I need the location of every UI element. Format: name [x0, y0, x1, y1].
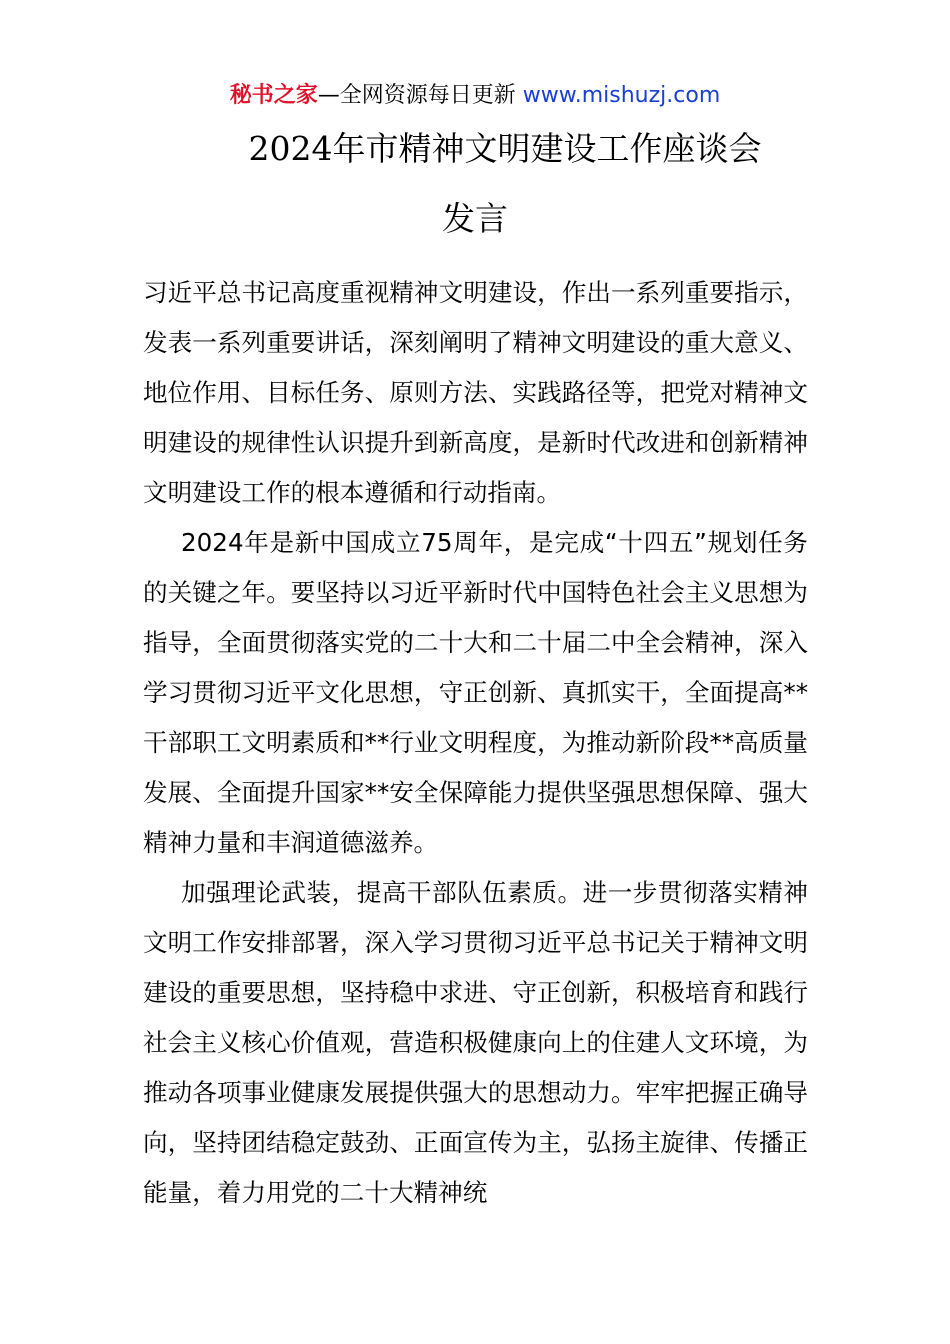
- site-url-link[interactable]: www.mishuzj.com: [522, 83, 721, 108]
- document-title: [0, 127, 950, 171]
- document-title-line2: 发言: [442, 199, 508, 238]
- paragraph-2: 2024年是新中国成立75周年，是完成“十四五”规划任务的关键之年。要坚持以习近平新时代中国特色社会主义思想为指导，全面贯彻落实党的二十大和二十届二中全会精神，深入学习贯彻习近平文化思想，守正创新、真抓实干，全面提高**干部职工文明素质和**行业文明程度，为推动新阶段**高质量发展、全面提升国家**安全保障能力提供坚强思想保障、强大精神力量和丰润道德滋养。: [143, 528, 808, 857]
- site-brand: 秘书之家: [229, 83, 318, 108]
- site-tagline: —全网资源每日更新: [317, 83, 523, 108]
- title-year: 2024: [248, 129, 333, 168]
- paragraph-3: 加强理论武装，提高干部队伍素质。进一步贯彻落实精神文明工作安排部署，深入学习贯彻习近平总书记关于精神文明建设的重要思想，坚持稳中求进、守正创新，积极培育和践行社会主义核心价值观，营造积极健康向上的住建人文环境，为推动各项事业健康发展提供强大的思想动力。牢牢把握正确导向，坚持团结稳定鼓劲、正面宣传为主，弘扬主旋律、传播正能量，着力用党的二十大精神统: [143, 878, 808, 1207]
- paragraph-1: 习近平总书记高度重视精神文明建设，作出一系列重要指示，发表一系列重要讲话，深刻阐明了精神文明建设的重大意义、地位作用、目标任务、原则方法、实践路径等，把党对精神文明建设的规律性认识提升到新高度，是新时代改进和创新精神文明建设工作的根本遵循和行动指南。: [143, 278, 808, 507]
- document-body: [143, 268, 808, 1218]
- site-header: [0, 79, 950, 113]
- title-text: 年市精神文明建设工作座谈会: [332, 129, 762, 168]
